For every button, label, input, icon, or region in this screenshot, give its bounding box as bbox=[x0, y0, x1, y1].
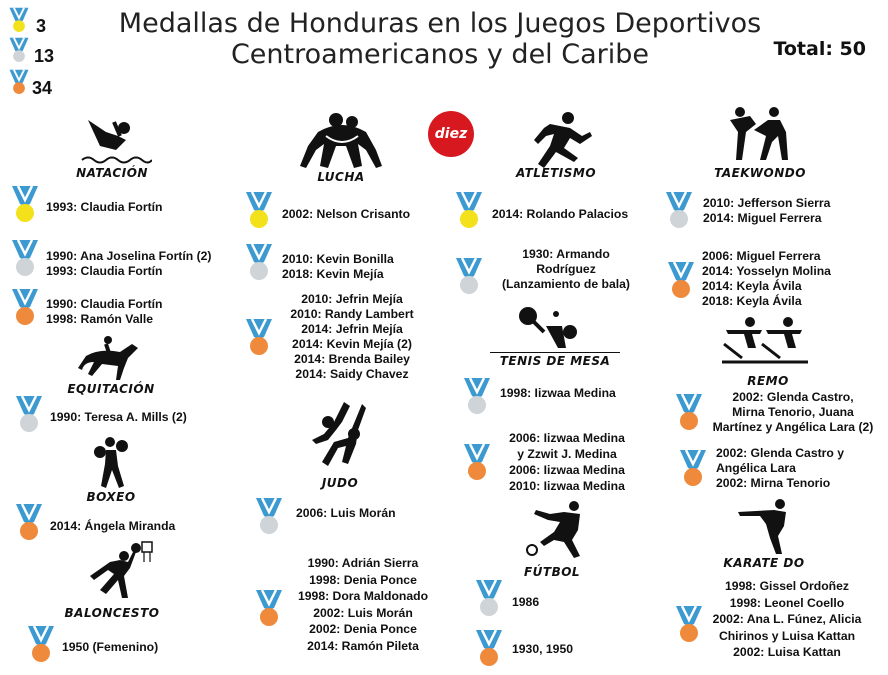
bronze-medal-icon bbox=[244, 317, 274, 357]
sport-name-taekwondo: TAEKWONDO bbox=[714, 166, 806, 180]
gold-medal-icon bbox=[454, 190, 484, 230]
gold-medal-icon bbox=[8, 6, 30, 36]
karate-icon bbox=[736, 496, 796, 556]
silver-medal-icon bbox=[454, 256, 484, 296]
silver-medal-icon bbox=[8, 36, 30, 66]
sport-name-futbol: FÚTBOL bbox=[523, 565, 581, 579]
futbol-bronze-list: 1930, 1950 bbox=[512, 642, 573, 656]
table-tennis-icon bbox=[516, 304, 580, 350]
tenis-bronze-list: 2006: Iizwaa Medina y Zzwit J. Medina 2006: Iizwaa Medina 2010: Iizwaa Medina bbox=[509, 431, 625, 493]
sport-name-boxeo: BOXEO bbox=[86, 490, 136, 504]
sport-name-tenis: TENIS DE MESA bbox=[490, 352, 620, 368]
bronze-medal-icon bbox=[26, 624, 56, 664]
silver-medal-icon bbox=[14, 394, 44, 434]
lucha-gold-list: 2002: Nelson Crisanto bbox=[282, 207, 411, 221]
wrestling-icon bbox=[296, 110, 388, 170]
boxing-icon bbox=[88, 434, 134, 490]
baloncesto-bronze-list: 1950 (Femenino) bbox=[62, 640, 159, 654]
page-title: Medallas de Honduras en los Juegos Deportivos Centroamericanos y del Caribe bbox=[118, 8, 762, 70]
bronze-medal-icon bbox=[10, 287, 40, 327]
atletismo-silver-list: 1930: Armando Rodríguez (Lanzamiento de bala) bbox=[502, 247, 630, 291]
lucha-silver-list: 2010: Kevin Bonilla 2018: Kevin Mejía bbox=[282, 252, 394, 281]
atletismo-gold-list: 2014: Rolando Palacios bbox=[492, 207, 629, 221]
natacion-bronze-list: 1990: Claudia Fortín 1998: Ramón Valle bbox=[46, 297, 163, 326]
diez-logo: diez bbox=[428, 111, 474, 157]
bronze-medal-icon bbox=[462, 442, 492, 482]
bronze-medal-icon bbox=[674, 392, 704, 432]
athletics-icon bbox=[520, 110, 596, 170]
judo-bronze-list: 1990: Adrián Sierra 1998: Denia Ponce 1998: Dora Maldonado 2002: Luis Morán 2002: Denia Ponce 2014: Ramón Pileta bbox=[297, 556, 429, 653]
bronze-medal-icon bbox=[14, 502, 44, 542]
natacion-silver-list: 1990: Ana Joselina Fortín (2) 1993: Claudia Fortín bbox=[46, 249, 212, 278]
sport-name-karate: KARATE DO bbox=[723, 556, 805, 570]
taekwondo-icon bbox=[728, 102, 792, 162]
rowing-icon bbox=[722, 316, 808, 372]
tenis-silver-list: 1998: Iizwaa Medina bbox=[500, 386, 616, 400]
equitacion-silver-list: 1990: Teresa A. Mills (2) bbox=[50, 410, 187, 424]
sport-name-baloncesto: BALONCESTO bbox=[64, 606, 160, 620]
sport-name-remo: REMO bbox=[747, 374, 789, 388]
taekwondo-silver-list: 2010: Jefferson Sierra 2014: Miguel Ferrera bbox=[703, 196, 831, 225]
bronze-medal-icon bbox=[254, 588, 284, 628]
sport-name-judo: JUDO bbox=[321, 476, 359, 490]
silver-medal-icon bbox=[462, 376, 492, 416]
gold-medal-icon bbox=[10, 184, 40, 224]
judo-icon bbox=[308, 400, 374, 470]
lucha-bronze-list: 2010: Jefrin Mejía 2010: Randy Lambert 2014: Jefrin Mejía 2014: Kevin Mejía (2) 2014: Brenda Bailey 2014: Saidy Chavez bbox=[290, 292, 414, 381]
swimming-icon bbox=[80, 110, 152, 168]
natacion-gold-list: 1993: Claudia Fortín bbox=[46, 200, 163, 214]
gold-medal-icon bbox=[244, 190, 274, 230]
boxeo-bronze-list: 2014: Ángela Miranda bbox=[50, 519, 176, 533]
silver-medal-icon bbox=[254, 496, 284, 536]
football-icon bbox=[524, 500, 590, 560]
judo-silver-list: 2006: Luis Morán bbox=[296, 506, 396, 520]
basketball-icon bbox=[84, 540, 154, 600]
bronze-medal-icon bbox=[678, 448, 708, 488]
sport-name-natacion: NATACIÓN bbox=[76, 166, 148, 180]
remo-bronze-list-a: 2002: Glenda Castro, Mirna Tenorio, Juana Martínez y Angélica Lara (2) bbox=[712, 390, 874, 434]
sport-name-lucha: LUCHA bbox=[317, 170, 365, 184]
taekwondo-bronze-list: 2006: Miguel Ferrera 2014: Yosselyn Molina 2014: Keyla Ávila 2018: Keyla Ávila bbox=[702, 249, 831, 308]
total-count: Total: 50 bbox=[773, 38, 866, 60]
remo-bronze-list-b: 2002: Glenda Castro y Angélica Lara 2002: Mirna Tenorio bbox=[716, 446, 845, 490]
silver-medal-icon bbox=[10, 238, 40, 278]
bronze-medal-icon bbox=[474, 628, 504, 668]
silver-medal-icon bbox=[664, 190, 694, 230]
karate-bronze-list: 1998: Gissel Ordoñez 1998: Leonel Coello 2002: Ana L. Fúnez, Alicia Chirinos y Luisa Kattan 2002: Luisa Kattan bbox=[712, 579, 862, 659]
futbol-silver-list: 1986 bbox=[512, 595, 540, 609]
equestrian-icon bbox=[76, 334, 144, 382]
sport-name-atletismo: ATLETISMO bbox=[515, 166, 597, 180]
silver-medal-icon bbox=[244, 242, 274, 282]
bronze-medal-icon bbox=[666, 260, 696, 300]
silver-medal-icon bbox=[474, 578, 504, 618]
bronze-medal-icon bbox=[8, 68, 30, 98]
sport-name-equitacion: EQUITACIÓN bbox=[67, 382, 155, 396]
